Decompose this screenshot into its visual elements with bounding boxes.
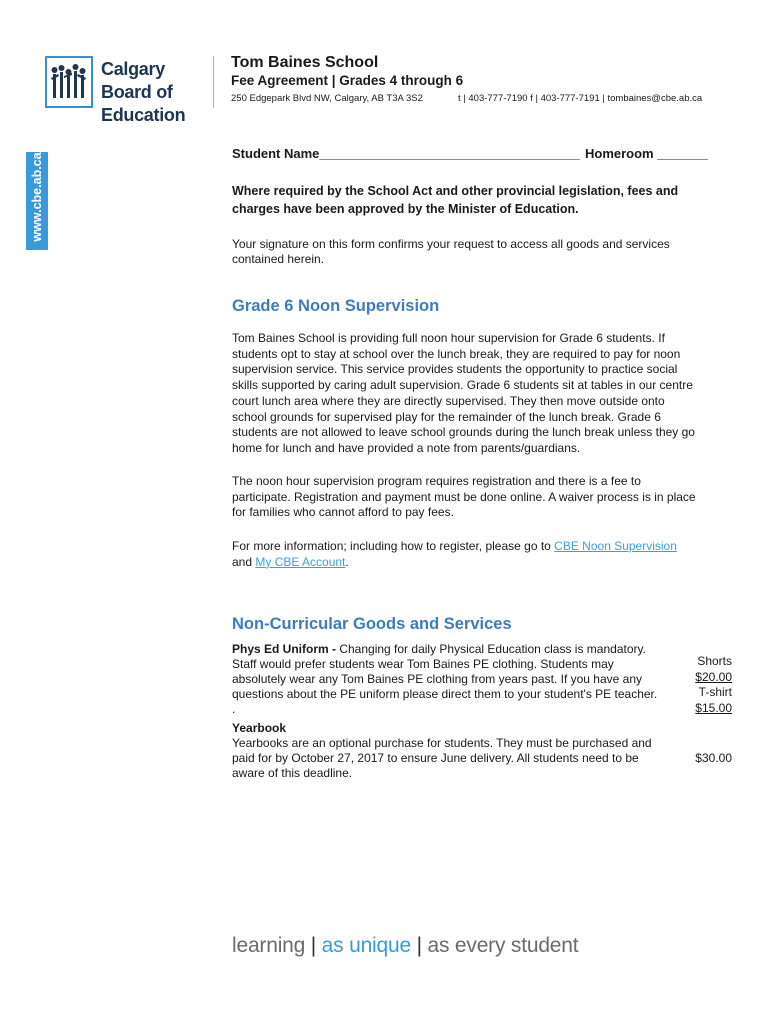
school-address: 250 Edgepark Blvd NW, Calgary, AB T3A 3S2	[231, 93, 423, 104]
student-name-field[interactable]: Student Name____________________________________	[232, 146, 580, 161]
header-divider	[213, 56, 214, 108]
phys-ed-uniform-title: Phys Ed Uniform -	[232, 642, 340, 656]
phys-ed-uniform-prices	[662, 654, 732, 716]
yearbook-item	[232, 721, 662, 781]
phys-ed-uniform-item	[232, 642, 662, 717]
shorts-label: Shorts	[697, 654, 732, 668]
cbe-logo-mark	[45, 56, 93, 108]
yearbook-description: Yearbooks are an optional purchase for students. They must be purchased and paid for by October 27, 2017 to ensure June delivery. All students need to be aware of this deadline.	[232, 736, 652, 780]
noon-supervision-heading: Grade 6 Noon Supervision	[232, 297, 440, 315]
goods-services-heading: Non-Curricular Goods and Services	[232, 615, 512, 633]
tshirt-label: T-shirt	[698, 685, 732, 699]
school-name: Tom Baines School	[231, 54, 379, 71]
cbe-logo	[45, 56, 205, 125]
side-website-banner	[26, 152, 48, 250]
cbe-noon-supervision-link[interactable]: CBE Noon Supervision	[554, 539, 677, 553]
signature-statement: Your signature on this form confirms your request to access all goods and services contained herein.	[232, 237, 670, 266]
website-url: www.cbe.ab.ca	[30, 152, 44, 242]
my-cbe-account-link[interactable]: My CBE Account	[255, 554, 346, 569]
phys-ed-uniform-description: Changing for daily Physical Education class is mandatory. Staff would prefer students wear Tom Baines PE clothing. Students may absolutely wear any Tom Baines PE clothing from years past. If you have any questions about the PE uniform please direct them to your student's PE teacher. .	[232, 642, 658, 716]
tshirt-price: $15.00	[695, 700, 732, 715]
footer-tagline: learning | as unique | as every student	[232, 934, 579, 957]
agreement-title: Fee Agreement | Grades 4 through 6	[231, 73, 464, 88]
approval-statement: Where required by the School Act and other provincial legislation, fees and charges have been approved by the Minister of Education.	[232, 184, 679, 216]
more-info-text: For more information; including how to register, please go to CBE Noon Supervision and My CBE Account.	[232, 539, 677, 569]
shorts-price: $20.00	[695, 669, 732, 684]
noon-registration-text: The noon hour supervision program requires registration and there is a fee to participate. Registration and payment must be done online. A waiver process is in place for families who cannot afford to pay fees.	[232, 474, 696, 520]
yearbook-price: $30.00	[695, 751, 732, 765]
noon-supervision-description: Tom Baines School is providing full noon hour supervision for Grade 6 students. If students opt to stay at school over the lunch break, they are required to pay for noon supervision service. This service provides students the opportunity to practice social skills supported by caring adult supervision. Grade 6 students sit at tables in our centre court lunch area where they are directly supervised. They then move outside onto school grounds for supervised play for the remainder of the lunch break. Grade 6 students are not allowed to leave school grounds during the lunch break unless they go home for lunch and have provided a note from parents/guardians.	[232, 331, 695, 455]
logo-wordmark: Calgary Board of Education	[101, 59, 186, 125]
school-contact: t | 403-777-7190 f | 403-777-7191 | tombaines@cbe.ab.ca	[458, 93, 703, 104]
homeroom-field[interactable]: Homeroom _______	[585, 146, 708, 161]
yearbook-title: Yearbook	[232, 721, 287, 735]
